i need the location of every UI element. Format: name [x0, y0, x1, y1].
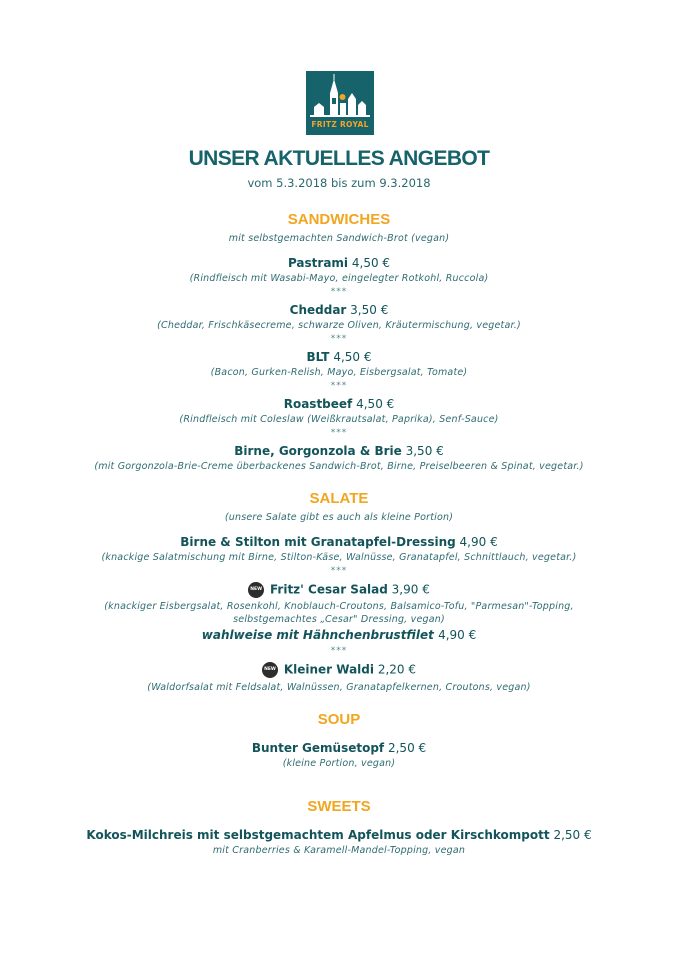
separator: ***: [330, 428, 348, 438]
item-price: 2,50 €: [387, 741, 427, 755]
separator: ***: [330, 381, 348, 391]
section-title-sandwiches: SANDWICHES: [287, 211, 391, 228]
section-subtitle-salate: (unsere Salate gibt es auch als kleine Portion): [224, 512, 454, 523]
section-title-soup: SOUP: [317, 711, 361, 728]
new-badge: NEW: [262, 662, 278, 678]
menu-item-cesar-salad: [0, 582, 678, 598]
item-price: 4,50 €: [333, 350, 372, 364]
item-name: Kokos-Milchreis mit selbstgemachtem Apfelmus oder Kirschkompott: [86, 828, 550, 842]
item-price: 2,20 €: [377, 662, 416, 677]
section-title-salate: SALATE: [309, 490, 369, 507]
item-name: Roastbeef: [283, 397, 353, 411]
item-description: (Rindfleisch mit Wasabi-Mayo, eingelegter Rotkohl, Ruccola): [189, 273, 489, 284]
item-price: 2,50 €: [553, 828, 592, 842]
option-price: 4,90 €: [438, 628, 477, 642]
item-description: (Cheddar, Frischkäsecreme, schwarze Oliven, Kräutermischung, vegetar.): [157, 320, 521, 331]
item-name: Fritz' Cesar Salad: [269, 582, 388, 597]
item-description: (mit Gorgonzola-Brie-Creme überbackenes Sandwich-Brot, Birne, Preiselbeeren & Spinat, vegetar.): [94, 461, 584, 472]
new-badge: NEW: [248, 582, 264, 598]
item-description: (knackiger Eisbergsalat, Rosenkohl, Knoblauch-Croutons, Balsamico-Tofu, "Parmesan"-Topping,: [104, 601, 574, 612]
menu-item-pastrami: [0, 256, 678, 270]
logo-text: FRITZ ROYAL: [311, 120, 369, 129]
item-description: (Waldorfsalat mit Feldsalat, Walnüssen, Granatapfelkernen, Croutons, vegan): [147, 682, 531, 693]
section-subtitle-sandwiches: mit selbstgemachten Sandwich-Brot (vegan): [228, 233, 450, 244]
item-price: 3,90 €: [391, 582, 430, 597]
item-name: BLT: [306, 350, 330, 364]
item-description: selbstgemachtes „Cesar" Dressing, vegan): [233, 614, 445, 625]
item-name: Kleiner Waldi: [283, 662, 374, 677]
item-price: 4,90 €: [459, 535, 498, 549]
separator: ***: [330, 334, 348, 344]
page-title: UNSER AKTUELLES ANGEBOT: [188, 147, 490, 170]
item-price: 3,50 €: [405, 444, 444, 458]
menu-item-gemuesetopf: [0, 741, 678, 755]
item-name: Birne & Stilton mit Granatapfel-Dressing: [180, 535, 456, 549]
section-title-sweets: SWEETS: [307, 798, 371, 815]
item-name: Bunter Gemüsetopf: [251, 741, 385, 755]
menu-item-milchreis: [0, 828, 678, 842]
menu-item-kleiner-waldi: [0, 662, 678, 678]
menu-item-cheddar: [0, 303, 678, 317]
menu-item-roastbeef: [0, 397, 678, 411]
item-option: [0, 628, 678, 642]
item-price: 4,50 €: [351, 256, 391, 270]
item-price: 3,50 €: [350, 303, 389, 317]
separator: ***: [330, 566, 348, 576]
item-price: 4,50 €: [356, 397, 395, 411]
item-description: (Bacon, Gurken-Relish, Mayo, Eisbergsalat, Tomate): [210, 367, 468, 378]
item-description: mit Cranberries & Karamell-Mandel-Topping, vegan: [212, 845, 466, 856]
item-name: Cheddar: [289, 303, 347, 317]
item-description: (kleine Portion, vegan): [282, 758, 396, 769]
item-name: Birne, Gorgonzola & Brie: [234, 444, 402, 458]
option-text: wahlweise mit Hähnchenbrustfilet: [201, 628, 434, 642]
menu-item-birne-gorgonzola-brie: [0, 444, 678, 458]
item-description: (Rindfleisch mit Coleslaw (Weißkrautsalat, Paprika), Senf-Sauce): [179, 414, 499, 425]
date-range: vom 5.3.2018 bis zum 9.3.2018: [247, 176, 431, 190]
separator: ***: [330, 287, 348, 297]
item-name: Pastrami: [287, 256, 349, 270]
menu-item-blt: [0, 350, 678, 364]
separator: ***: [330, 646, 348, 656]
fritz-royal-logo: [306, 71, 374, 135]
item-description: (knackige Salatmischung mit Birne, Stilton-Käse, Walnüsse, Granatapfel, Schnittlauch, vegetar.): [101, 552, 577, 563]
menu-item-birne-stilton: [0, 535, 678, 549]
